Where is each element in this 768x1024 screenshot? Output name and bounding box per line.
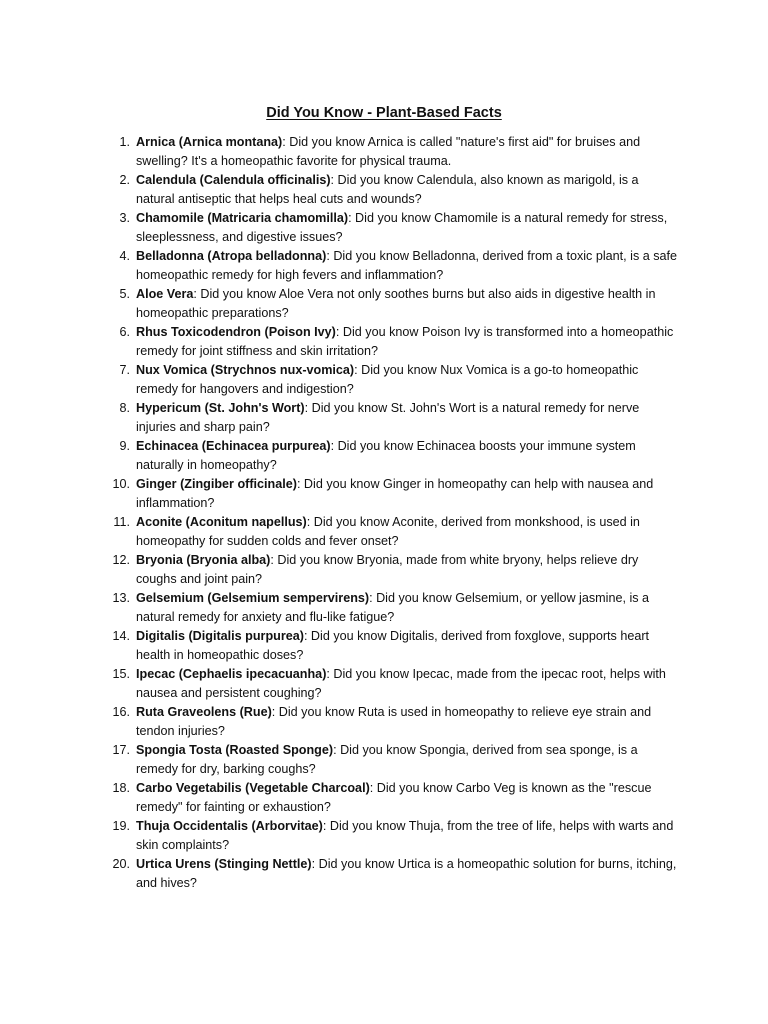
fact-text: : Did you know Ipecac, made from the ipecac root, helps with nausea and persistent coughing?	[136, 667, 666, 700]
fact-name: Echinacea (Echinacea purpurea)	[136, 439, 331, 453]
fact-number: 13.	[112, 591, 130, 605]
fact-number: 14.	[112, 629, 130, 643]
list-item	[106, 817, 678, 855]
fact-text: : Did you know Nux Vomica is a go-to homeopathic remedy for hangovers and indigestion?	[136, 363, 639, 396]
fact-text: : Did you know Chamomile is a natural remedy for stress, sleeplessness, and digestive issues?	[136, 211, 668, 244]
list-item	[106, 323, 678, 361]
page-title	[0, 104, 768, 122]
fact-name: Ruta Graveolens (Rue)	[136, 705, 272, 719]
list-item	[106, 627, 678, 665]
fact-number: 10.	[112, 477, 130, 491]
page-title-text: Did You Know - Plant-Based Facts	[266, 104, 502, 121]
fact-name: Bryonia (Bryonia alba)	[136, 553, 271, 567]
fact-name: Aloe Vera	[136, 287, 194, 301]
fact-number: 7.	[119, 363, 130, 377]
list-item	[106, 285, 678, 323]
fact-text: : Did you know Belladonna, derived from a toxic plant, is a safe homeopathic remedy for high fevers and inflammation?	[136, 249, 678, 282]
list-item	[106, 247, 678, 285]
fact-text: : Did you know Thuja, from the tree of life, helps with warts and skin complaints?	[136, 819, 674, 852]
fact-number: 4.	[119, 249, 130, 263]
list-item	[106, 589, 678, 627]
fact-text: : Did you know Arnica is called "nature's first aid" for bruises and swelling? It's a homeopathic favorite for physical trauma.	[136, 135, 641, 168]
fact-number: 9.	[119, 439, 130, 453]
fact-name: Thuja Occidentalis (Arborvitae)	[136, 819, 323, 833]
fact-text: : Did you know Poison Ivy is transformed into a homeopathic remedy for joint stiffness and skin irritation?	[136, 325, 674, 358]
list-item	[106, 513, 678, 551]
fact-name: Ginger (Zingiber officinale)	[136, 477, 297, 491]
fact-number: 2.	[119, 173, 130, 187]
fact-number: 11.	[113, 515, 130, 529]
list-item	[106, 361, 678, 399]
fact-number: 20.	[112, 857, 130, 871]
list-item	[106, 399, 678, 437]
list-item	[106, 665, 678, 703]
fact-text: : Did you know Aconite, derived from monkshood, is used in homeopathy for sudden colds and fever onset?	[136, 515, 640, 548]
fact-number: 6.	[119, 325, 130, 339]
list-item	[106, 551, 678, 589]
list-item	[106, 209, 678, 247]
fact-name: Gelsemium (Gelsemium sempervirens)	[136, 591, 370, 605]
fact-number: 16.	[112, 705, 130, 719]
fact-text: : Did you know Gelsemium, or yellow jasmine, is a natural remedy for anxiety and flu-like fatigue?	[136, 591, 650, 624]
list-item	[106, 475, 678, 513]
list-item	[106, 171, 678, 209]
fact-text: : Did you know Carbo Veg is known as the "rescue remedy" for fainting or exhaustion?	[136, 781, 652, 814]
list-item	[106, 779, 678, 817]
fact-text: : Did you know Digitalis, derived from foxglove, supports heart health in homeopathic doses?	[136, 629, 650, 662]
list-item	[106, 133, 678, 171]
fact-text: : Did you know Spongia, derived from sea sponge, is a remedy for dry, barking coughs?	[136, 743, 638, 776]
list-item	[106, 703, 678, 741]
fact-number: 8.	[119, 401, 130, 415]
fact-name: Urtica Urens (Stinging Nettle)	[136, 857, 312, 871]
list-item	[106, 741, 678, 779]
fact-number: 3.	[119, 211, 130, 225]
fact-number: 18.	[112, 781, 130, 795]
fact-name: Arnica (Arnica montana)	[136, 135, 283, 149]
fact-name: Digitalis (Digitalis purpurea)	[136, 629, 304, 643]
fact-name: Aconite (Aconitum napellus)	[136, 515, 307, 529]
facts-list	[106, 133, 678, 893]
fact-number: 5.	[119, 287, 130, 301]
fact-number: 15.	[112, 667, 130, 681]
fact-name: Hypericum (St. John's Wort)	[136, 401, 305, 415]
fact-text: : Did you know Ruta is used in homeopathy to relieve eye strain and tendon injuries?	[136, 705, 652, 738]
fact-number: 19.	[112, 819, 130, 833]
list-item	[106, 855, 678, 893]
fact-text: : Did you know Urtica is a homeopathic solution for burns, itching, and hives?	[136, 857, 677, 890]
fact-number: 17.	[112, 743, 130, 757]
fact-name: Nux Vomica (Strychnos nux-vomica)	[136, 363, 355, 377]
fact-name: Carbo Vegetabilis (Vegetable Charcoal)	[136, 781, 370, 795]
fact-text: : Did you know Echinacea boosts your immune system naturally in homeopathy?	[136, 439, 636, 472]
fact-name: Ipecac (Cephaelis ipecacuanha)	[136, 667, 327, 681]
fact-name: Belladonna (Atropa belladonna)	[136, 249, 327, 263]
fact-name: Chamomile (Matricaria chamomilla)	[136, 211, 349, 225]
fact-name: Spongia Tosta (Roasted Sponge)	[136, 743, 334, 757]
fact-number: 1.	[119, 135, 130, 149]
list-item	[106, 437, 678, 475]
fact-number: 12.	[112, 553, 130, 567]
fact-text: : Did you know St. John's Wort is a natural remedy for nerve injuries and sharp pain?	[136, 401, 640, 434]
fact-text: : Did you know Bryonia, made from white bryony, helps relieve dry coughs and joint pain?	[136, 553, 639, 586]
fact-name: Rhus Toxicodendron (Poison Ivy)	[136, 325, 336, 339]
fact-name: Calendula (Calendula officinalis)	[136, 173, 331, 187]
fact-text: : Did you know Calendula, also known as marigold, is a natural antiseptic that helps heal cuts and wounds?	[136, 173, 639, 206]
fact-text: : Did you know Ginger in homeopathy can help with nausea and inflammation?	[136, 477, 654, 510]
fact-text: : Did you know Aloe Vera not only soothes burns but also aids in digestive health in homeopathic preparations?	[136, 287, 656, 320]
